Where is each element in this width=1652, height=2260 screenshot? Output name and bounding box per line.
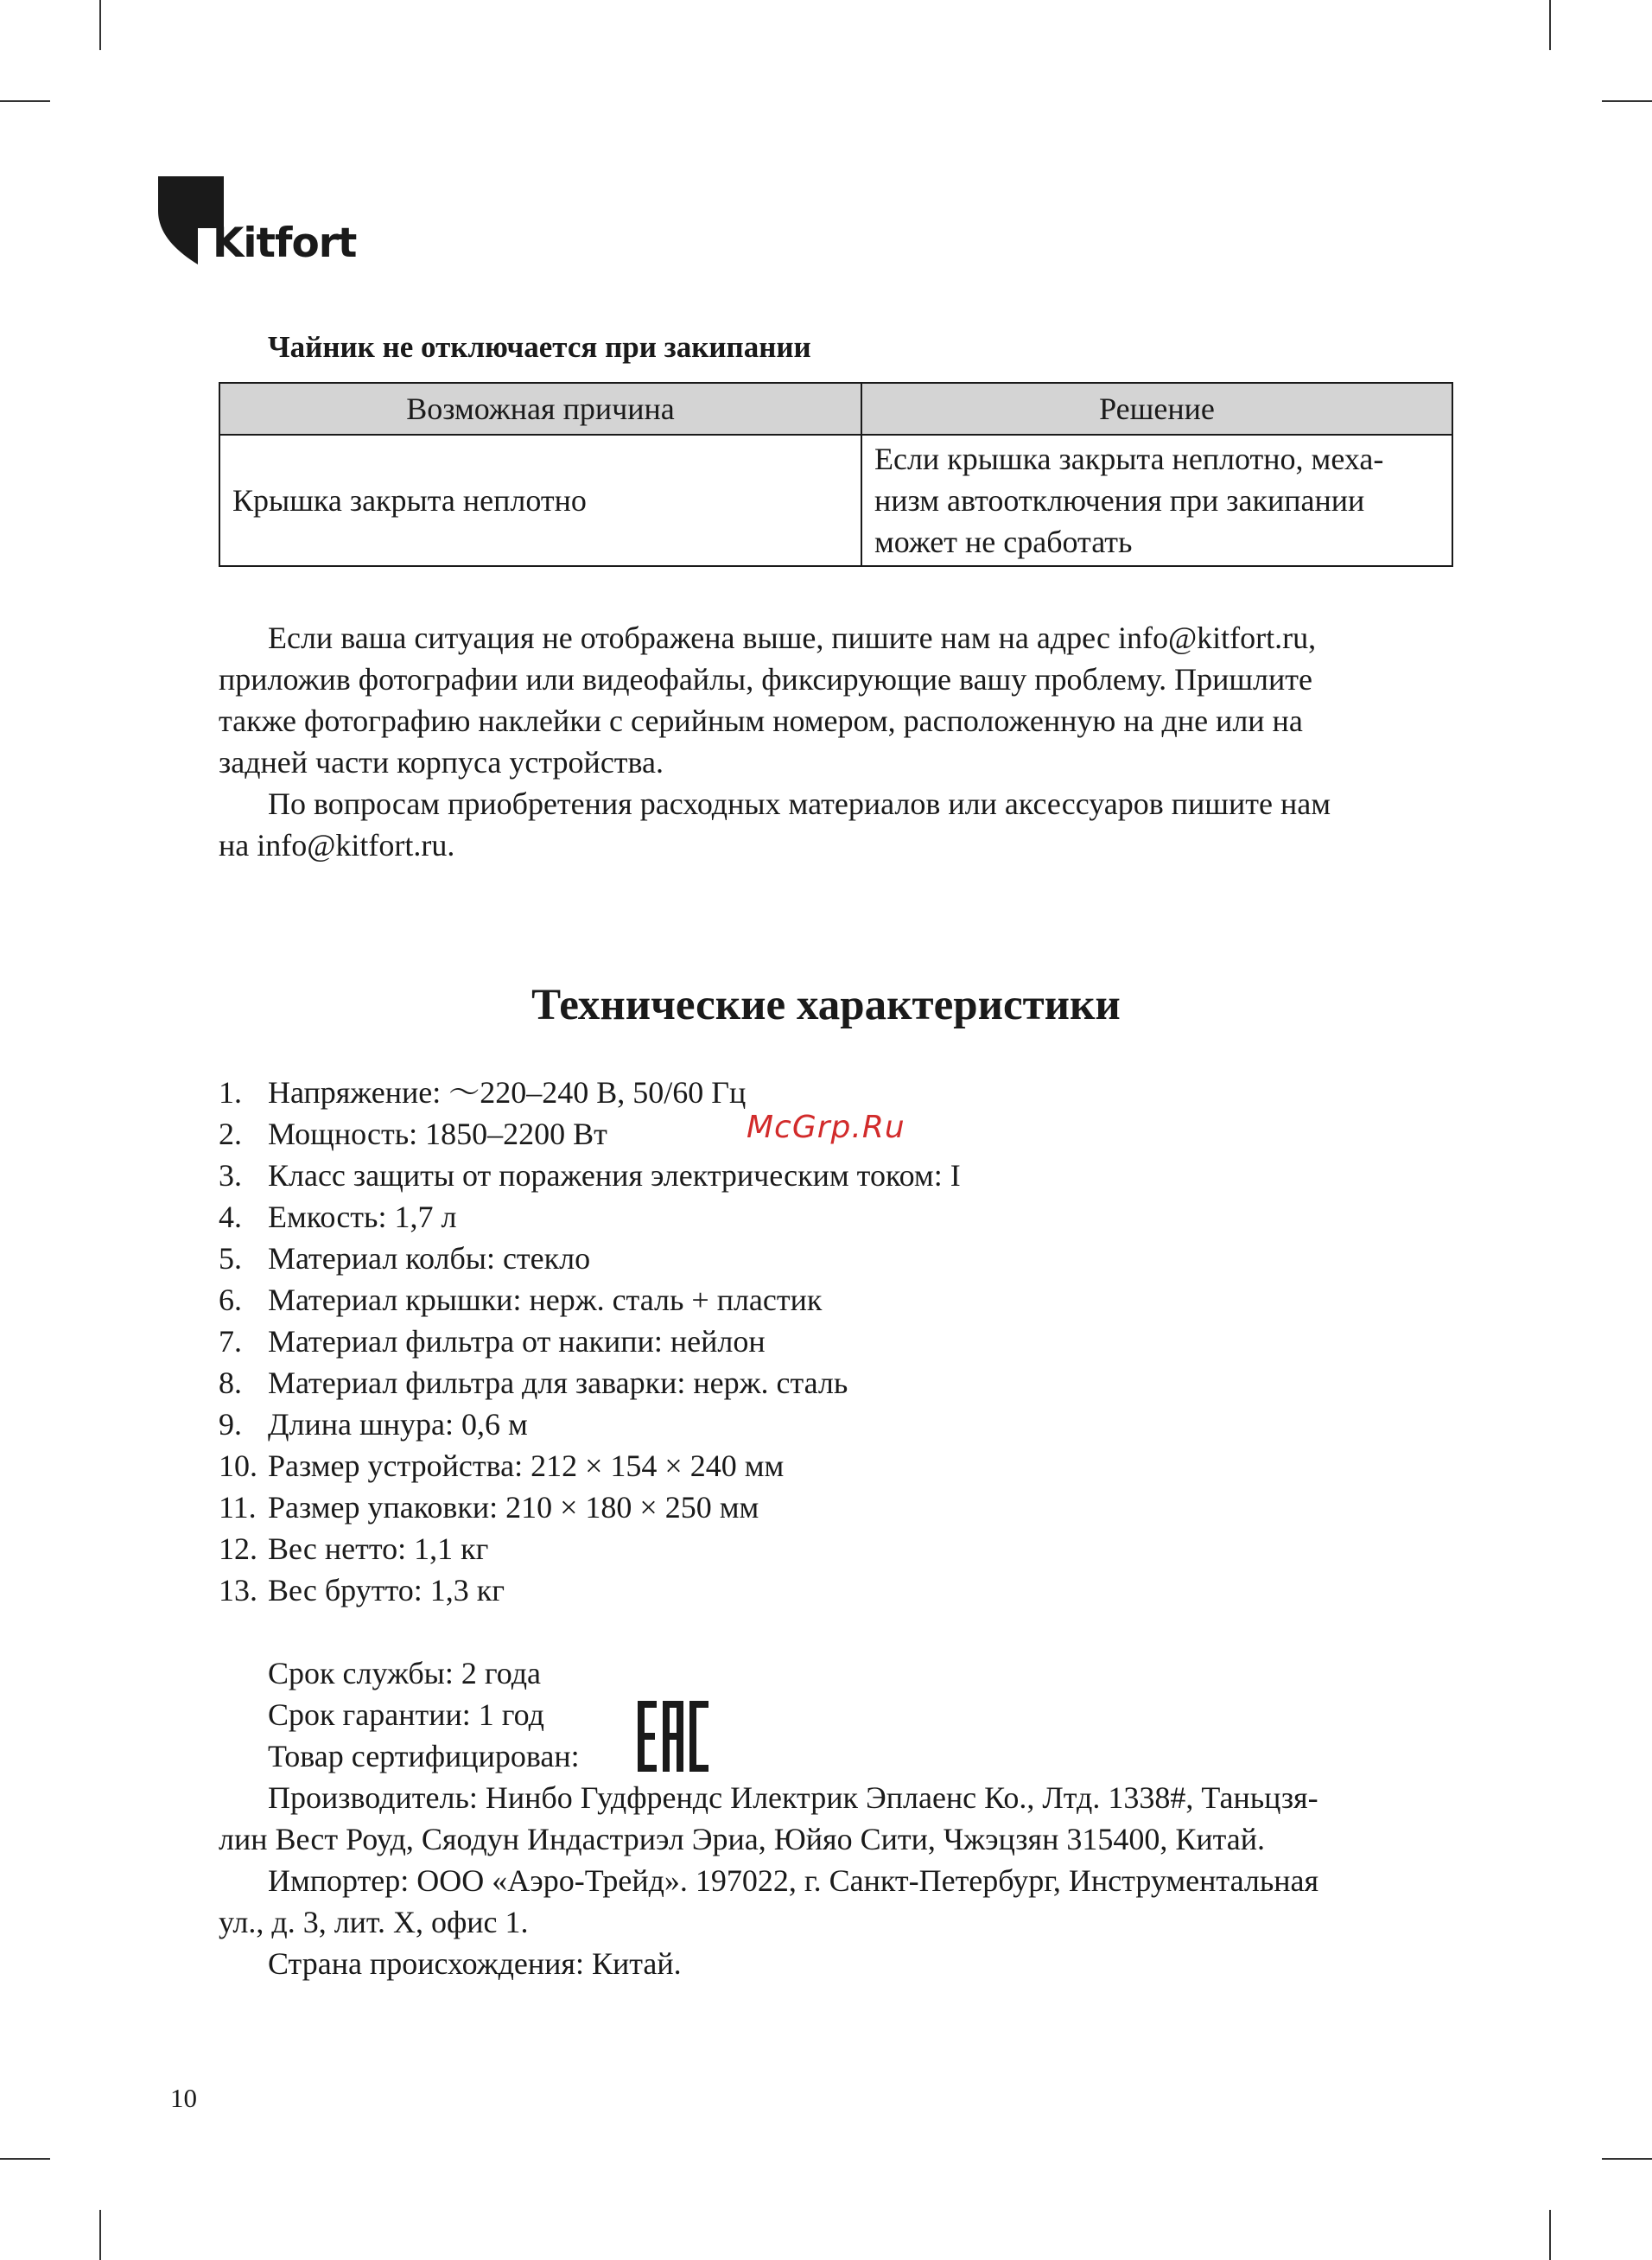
table-row [219,435,1452,566]
solution-line: низм автоотключения при закипании [874,483,1365,518]
list-item [219,1528,961,1569]
crop-mark [1602,100,1652,102]
text-line: задней части корпуса устройства. [219,745,664,780]
crop-mark [99,0,101,50]
text-line: лин Вест Роуд, Сяодун Индастриэл Эриа, Юйяо Сити, Чжэцзян 315400, Китай. [219,1822,1266,1856]
text-line: Импортер: ООО «Аэро-Трейд». 197022, г. Санкт-Петербург, Инструментальная [268,1863,1319,1898]
item-text: Мощность: 1850–2200 Вт [268,1117,607,1151]
contact-paragraph-1 [219,617,1454,783]
contact-paragraph-2 [219,783,1454,866]
item-number: 3. [219,1158,242,1193]
list-item [219,1445,961,1487]
item-text: Емкость: 1,7 л [268,1200,457,1234]
crop-mark [0,100,50,102]
text-line: Производитель: Нинбо Гудфрендс Илектрик Эплаенс Ко., Лтд. 1338#, Таньцзя- [268,1780,1318,1815]
brand-name: Kitfort [213,220,357,267]
item-text: Материал колбы: стекло [268,1241,591,1276]
list-item [219,1487,961,1528]
text-line: также фотографию наклейки с серийным номером, расположенную на дне или на [219,703,1303,738]
contact-section [219,617,1454,866]
item-text: Размер устройства: 212 × 154 × 240 мм [268,1448,785,1483]
manufacturer [219,1777,1454,1860]
item-number: 12. [219,1531,257,1566]
item-number: 9. [219,1407,242,1442]
crop-mark [1549,0,1551,50]
certified-label: Товар сертифицирован: [268,1739,580,1773]
eac-certification-icon [638,1701,708,1772]
list-item [219,1569,961,1611]
list-item [219,1238,961,1279]
item-number: 1. [219,1075,242,1110]
item-number: 6. [219,1283,242,1317]
crop-mark [99,2210,101,2260]
item-text: Материал крышки: нерж. сталь + пластик [268,1283,823,1317]
specs-title: Технические характеристики [531,981,1121,1029]
list-item [219,1279,961,1321]
item-number: 11. [219,1490,257,1525]
country-of-origin: Страна происхождения: Китай. [268,1946,682,1981]
crop-mark [1602,2158,1652,2160]
specs-list [219,1072,961,1611]
solution-cell [861,435,1452,566]
importer [219,1860,1454,1943]
text-line: приложив фотографии или видеофайлы, фиксирующие вашу проблему. Пришлите [219,662,1312,697]
list-item [219,1155,961,1196]
text-line: ул., д. 3, лит. Х, офис 1. [219,1905,529,1939]
item-number: 13. [219,1573,257,1607]
solution-line: Если крышка закрыта неплотно, меха- [874,442,1384,476]
text-line: Если ваша ситуация не отображена выше, пишите нам на адрес info@kitfort.ru, [268,621,1317,655]
item-number: 5. [219,1241,242,1276]
troubleshooting-heading: Чайник не отключается при закипании [268,330,811,364]
watermark-text: McGrp.Ru [747,1110,905,1145]
list-item [219,1196,961,1238]
item-text: Материал фильтра от накипи: нейлон [268,1324,766,1359]
item-text: Вес нетто: 1,1 кг [268,1531,489,1566]
cause-cell: Крышка закрыта неплотно [219,435,861,566]
item-text: Вес брутто: 1,3 кг [268,1573,505,1607]
item-number: 2. [219,1117,242,1151]
item-number: 8. [219,1366,242,1400]
table-header-row [219,383,1452,435]
product-info [219,1652,1454,1984]
item-text: Напряжение: ～220–240 В, 50/60 Гц [268,1075,747,1110]
list-item [219,1362,961,1404]
item-text: Размер упаковки: 210 × 180 × 250 мм [268,1490,759,1525]
list-item [219,1072,961,1113]
page-number: 10 [170,2083,197,2113]
service-life: Срок службы: 2 года [268,1656,542,1690]
column-header-cause: Возможная причина [219,383,861,435]
item-number: 10. [219,1448,257,1483]
item-number: 7. [219,1324,242,1359]
text-line: на info@kitfort.ru. [219,828,455,863]
crop-mark [1549,2210,1551,2260]
column-header-solution: Решение [861,383,1452,435]
item-text: Материал фильтра для заварки: нерж. сталь [268,1366,848,1400]
item-text: Класс защиты от поражения электрическим током: I [268,1158,961,1193]
crop-mark [0,2158,50,2160]
list-item [219,1321,961,1362]
item-number: 4. [219,1200,242,1234]
item-text: Длина шнура: 0,6 м [268,1407,528,1442]
warranty: Срок гарантии: 1 год [268,1697,544,1732]
solution-line: может не сработать [874,525,1133,559]
text-line: По вопросам приобретения расходных материалов или аксессуаров пишите нам [268,786,1331,821]
troubleshooting-table [219,382,1453,567]
list-item [219,1404,961,1445]
